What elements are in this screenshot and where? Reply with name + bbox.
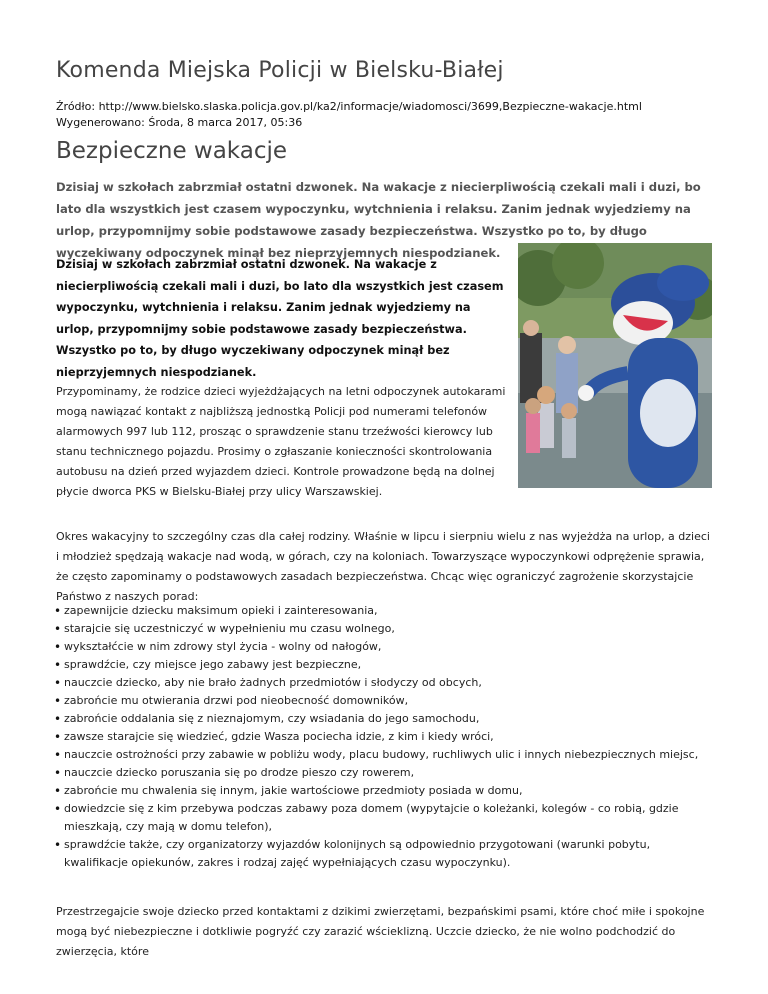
list-item: • nauczcie dziecko, aby nie brało żadnych przedmiotów i słodyczy od obcych, — [56, 674, 716, 692]
list-item: • wykształćcie w nim zdrowy styl życia - wolny od nałogów, — [56, 638, 716, 656]
article-lead-repeat: Dzisiaj w szkołach zabrzmiał ostatni dzwonek. Na wakacje z niecierpliwością czekali mali i duzi, bo lato dla wszystkich jest czasem wypoczynku, wytchnienia i relaksu. Zanim jednak wyjedziemy na urlop, przypomnijmy sobie podstawowe zasady bezpieczeństwa. Wszystko po to, by długo wyczekiwany odpoczynek minął bez nieprzyjemnych niespodzianek. — [56, 258, 504, 379]
list-item: • zabrońcie mu otwierania drzwi pod nieobecność domowników, — [56, 692, 716, 710]
list-item: • zabrońcie mu chwalenia się innym, jakie wartościowe przedmioty posiada w domu, — [56, 782, 716, 800]
tips-list — [56, 602, 716, 872]
paragraph-3: Przestrzegajcie swoje dziecko przed kontaktami z dzikimi zwierzętami, bezpańskimi psami, które choć miłe i spokojne mogą być niebezpieczne i dotkliwie pogryźć czy zarazić wścieklizną. Uczcie dziecko, że nie wolno podchodzić do zwierzęcia, które — [56, 905, 705, 958]
source-line: Źródło: http://www.bielsko.slaska.policja.gov.pl/ka2/informacje/wiadomosci/3699,Bezpieczne-wakacje.html — [56, 100, 642, 113]
article-lead: Dzisiaj w szkołach zabrzmiał ostatni dzwonek. Na wakacje z niecierpliwością czekali mali i duzi, bo lato dla wszystkich jest czasem wypoczynku, wytchnienia i relaksu. Zanim jednak wyjedziemy na urlop, przypomnijmy sobie podstawowe zasady bezpieczeństwa. Wszystko po to, by długo wyczekiwany odpoczynek minął bez nieprzyjemnych niespodzianek. — [56, 180, 701, 260]
list-item: • sprawdźcie także, czy organizatorzy wyjazdów kolonijnych są odpowiednio przygotowani (warunki pobytu, kwalifikacje opiekunów, zakres i rodzaj zajęć wypełniających czasu wypoczynku). — [56, 836, 716, 872]
list-item: • nauczcie dziecko poruszania się po drodze pieszo czy rowerem, — [56, 764, 716, 782]
site-title: Komenda Miejska Policji w Bielsku-Białej — [56, 58, 504, 83]
meta-info — [56, 99, 642, 131]
paragraph-2: Okres wakacyjny to szczególny czas dla całej rodziny. Właśnie w lipcu i sierpniu wielu z nas wyjeżdża na urlop, a dzieci i młodzież spędzają wakacje nad wodą, w górach, czy na koloniach. Towarzyszące wypoczynkowi odprężenie sprawia, że często zapominamy o podstawowych zasadach bezpieczeństwa. Chcąc więc ograniczyć zagrożenie skorzystajcie Państwo z naszych porad: — [56, 530, 710, 603]
list-item: • sprawdźcie, czy miejsce jego zabawy jest bezpieczne, — [56, 656, 716, 674]
list-item: • zabrońcie oddalania się z nieznajomym, czy wsiadania do jego samochodu, — [56, 710, 716, 728]
article-photo — [518, 243, 712, 488]
list-item: • zapewnijcie dziecku maksimum opieki i zainteresowania, — [56, 602, 716, 620]
list-item: • starajcie się uczestniczyć w wypełnieniu mu czasu wolnego, — [56, 620, 716, 638]
generated-line: Wygenerowano: Środa, 8 marca 2017, 05:36 — [56, 116, 303, 129]
article-title: Bezpieczne wakacje — [56, 138, 287, 164]
list-item: • zawsze starajcie się wiedzieć, gdzie Wasza pociecha idzie, z kim i kiedy wróci, — [56, 728, 716, 746]
paragraph-1: Przypominamy, że rodzice dzieci wyjeżdżających na letni odpoczynek autokarami mogą nawiązać kontakt z najbliższą jednostką Policji pod numerami telefonów alarmowych 997 lub 112, prosząc o sprawdzenie stanu trzeźwości kierowcy lub stanu technicznego pojazdu. Prosimy o zgłaszanie konieczności skontrolowania autobusu na dzień przed wyjazdem dzieci. Kontrole prowadzone będą na dolnej płycie dworca PKS w Bielsku-Białej przy ulicy Warszawskiej. — [56, 385, 506, 498]
list-item: • dowiedzcie się z kim przebywa podczas zabawy poza domem (wypytajcie o koleżanki, kolegów - co robią, gdzie mieszkają, czy mają w domu telefon), — [56, 800, 716, 836]
list-item: • nauczcie ostrożności przy zabawie w pobliżu wody, placu budowy, ruchliwych ulic i innych niebezpiecznych miejsc, — [56, 746, 716, 764]
